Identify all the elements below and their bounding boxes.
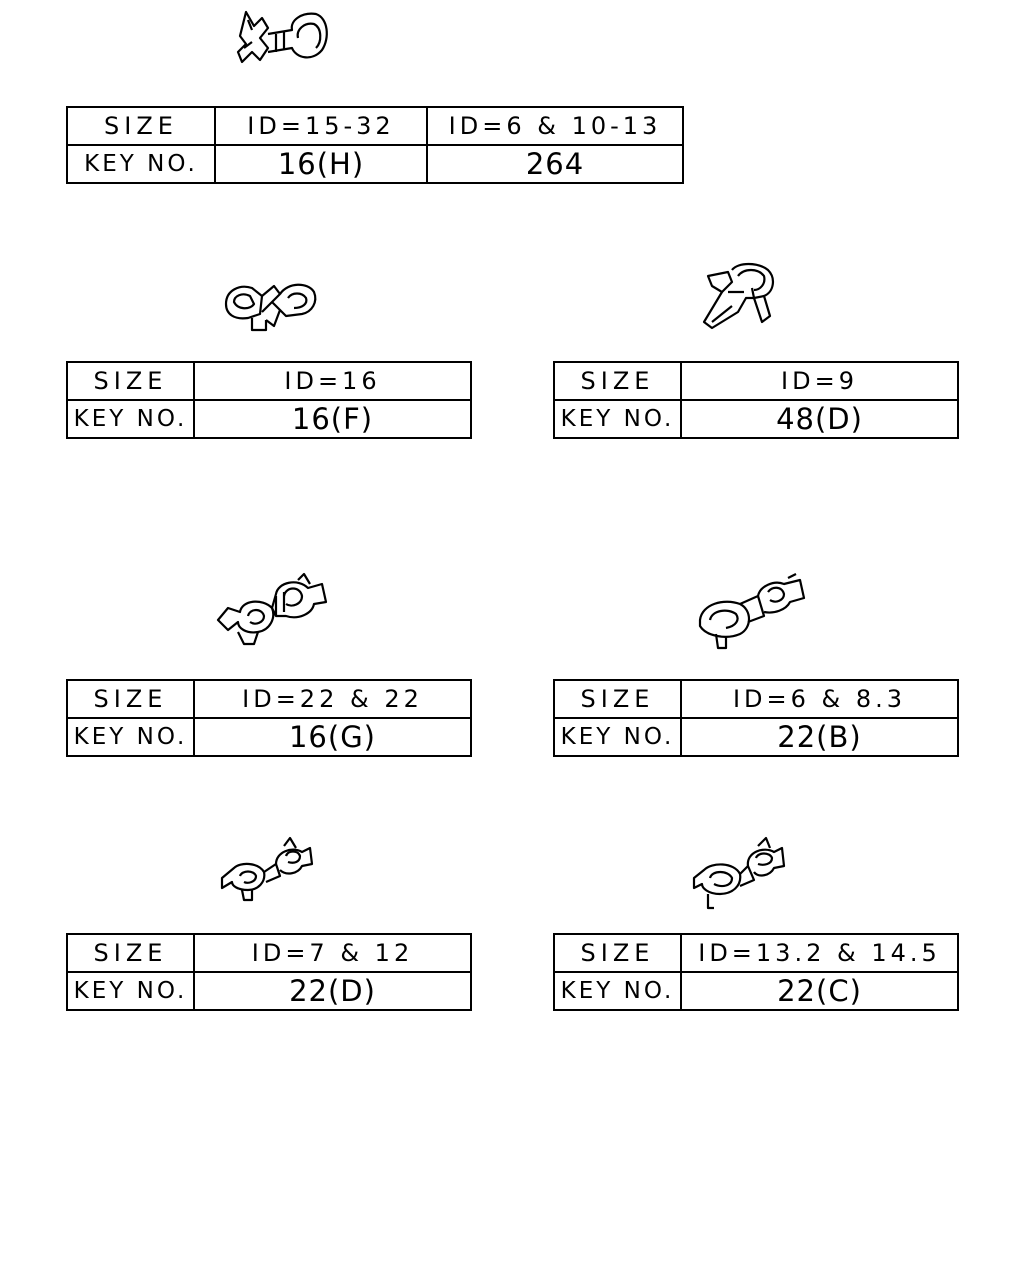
clip-illustration-1: [232, 8, 332, 68]
key-value: 22(B): [681, 718, 958, 756]
key-no-label: KEY NO.: [67, 972, 194, 1010]
key-no-label: KEY NO.: [554, 972, 681, 1010]
clip-illustration-2: [222, 278, 320, 334]
size-label: SIZE: [67, 107, 215, 145]
spec-table-5: [553, 679, 959, 757]
clip-illustration-6: [218, 834, 316, 904]
size-value: ID=15-32: [215, 107, 427, 145]
spec-table-4: [66, 679, 472, 757]
size-label: SIZE: [67, 680, 194, 718]
size-row: [67, 107, 683, 145]
key-value: 22(C): [681, 972, 958, 1010]
size-label: SIZE: [67, 362, 194, 400]
size-label: SIZE: [67, 934, 194, 972]
key-value: 22(D): [194, 972, 471, 1010]
size-row: [554, 362, 958, 400]
key-value: 48(D): [681, 400, 958, 438]
size-value: ID=22 & 22: [194, 680, 471, 718]
size-value: ID=16: [194, 362, 471, 400]
key-row: [554, 400, 958, 438]
size-label: SIZE: [554, 680, 681, 718]
size-label: SIZE: [554, 934, 681, 972]
key-no-label: KEY NO.: [67, 400, 194, 438]
clip-illustration-7: [690, 836, 786, 910]
key-no-label: KEY NO.: [554, 718, 681, 756]
spec-table-3: [553, 361, 959, 439]
size-value: ID=7 & 12: [194, 934, 471, 972]
key-no-label: KEY NO.: [67, 718, 194, 756]
spec-table-6: [66, 933, 472, 1011]
key-no-label: KEY NO.: [67, 145, 215, 183]
key-value: 264: [427, 145, 683, 183]
size-row: [67, 934, 471, 972]
key-row: [67, 718, 471, 756]
size-value: ID=9: [681, 362, 958, 400]
key-value: 16(F): [194, 400, 471, 438]
spec-table-7: [553, 933, 959, 1011]
size-row: [67, 680, 471, 718]
key-row: [67, 972, 471, 1010]
size-row: [554, 680, 958, 718]
size-label: SIZE: [554, 362, 681, 400]
spec-table-2: [66, 361, 472, 439]
size-value: ID=6 & 8.3: [681, 680, 958, 718]
key-value: 16(G): [194, 718, 471, 756]
key-row: [554, 972, 958, 1010]
key-no-label: KEY NO.: [554, 400, 681, 438]
key-value: 16(H): [215, 145, 427, 183]
key-row: [67, 145, 683, 183]
clip-illustration-3: [698, 262, 780, 334]
key-row: [67, 400, 471, 438]
clip-illustration-4: [214, 572, 330, 648]
spec-table-1: [66, 106, 684, 184]
clip-illustration-5: [696, 574, 806, 652]
size-value: ID=6 & 10-13: [427, 107, 683, 145]
size-row: [67, 362, 471, 400]
size-row: [554, 934, 958, 972]
size-value: ID=13.2 & 14.5: [681, 934, 958, 972]
key-row: [554, 718, 958, 756]
